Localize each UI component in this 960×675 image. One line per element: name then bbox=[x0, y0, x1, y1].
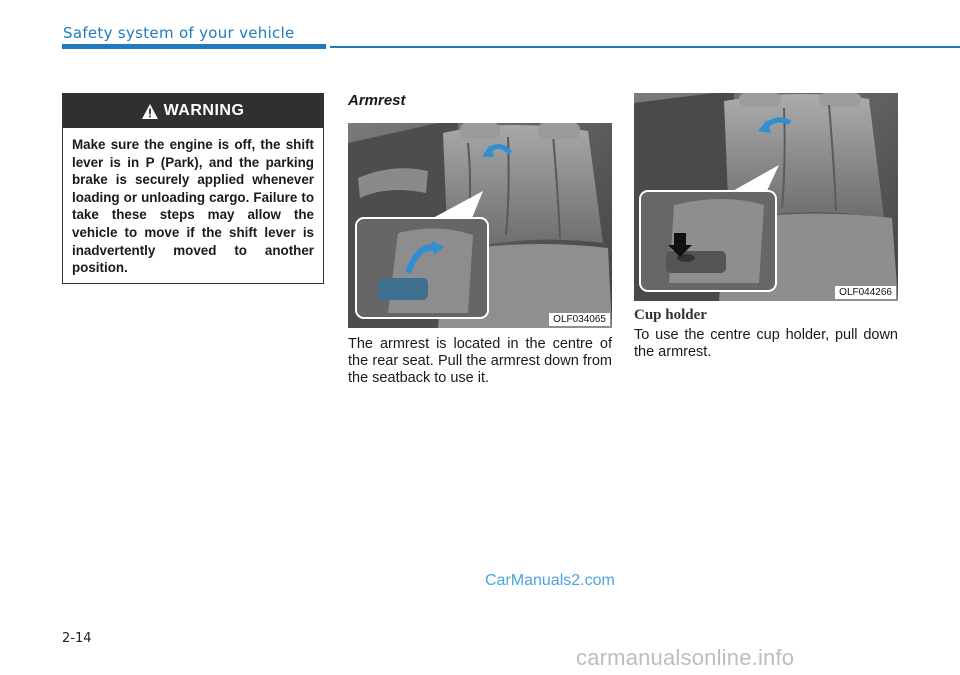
cup-holder-illustration bbox=[634, 93, 898, 301]
armrest-text: The armrest is located in the centre of the rear seat. Pull the armrest down from the seatback to use it. bbox=[348, 336, 612, 386]
armrest-illustration bbox=[348, 123, 612, 328]
page-number: 2-14 bbox=[62, 631, 92, 646]
header-rule-thick bbox=[62, 44, 326, 49]
warning-box bbox=[62, 93, 324, 284]
warning-triangle-icon bbox=[142, 104, 158, 119]
armrest-heading: Armrest bbox=[348, 92, 406, 109]
armrest-figure bbox=[348, 123, 612, 328]
site-watermark-link[interactable]: CarManuals2.com bbox=[485, 572, 615, 589]
cup-holder-heading: Cup holder bbox=[634, 307, 707, 323]
warning-body: Make sure the engine is off, the shift lever is in P (Park), and the parking brake is securely applied whenever loading or unloading cargo. Failure to take these steps may allow the vehicle to move if the shift lever is inadvertently moved to another position. bbox=[72, 137, 314, 276]
armrest-figure-code: OLF034065 bbox=[549, 313, 610, 326]
cup-holder-figure-code: OLF044266 bbox=[835, 286, 896, 299]
cup-holder-figure bbox=[634, 93, 898, 301]
warning-header bbox=[63, 94, 323, 128]
header-rule-thin bbox=[330, 46, 960, 48]
section-title: Safety system of your vehicle bbox=[63, 24, 295, 42]
warning-title: WARNING bbox=[163, 102, 245, 119]
footer-watermark: carmanualsonline.info bbox=[576, 645, 795, 670]
cup-holder-text: To use the centre cup holder, pull down the armrest. bbox=[634, 327, 898, 360]
